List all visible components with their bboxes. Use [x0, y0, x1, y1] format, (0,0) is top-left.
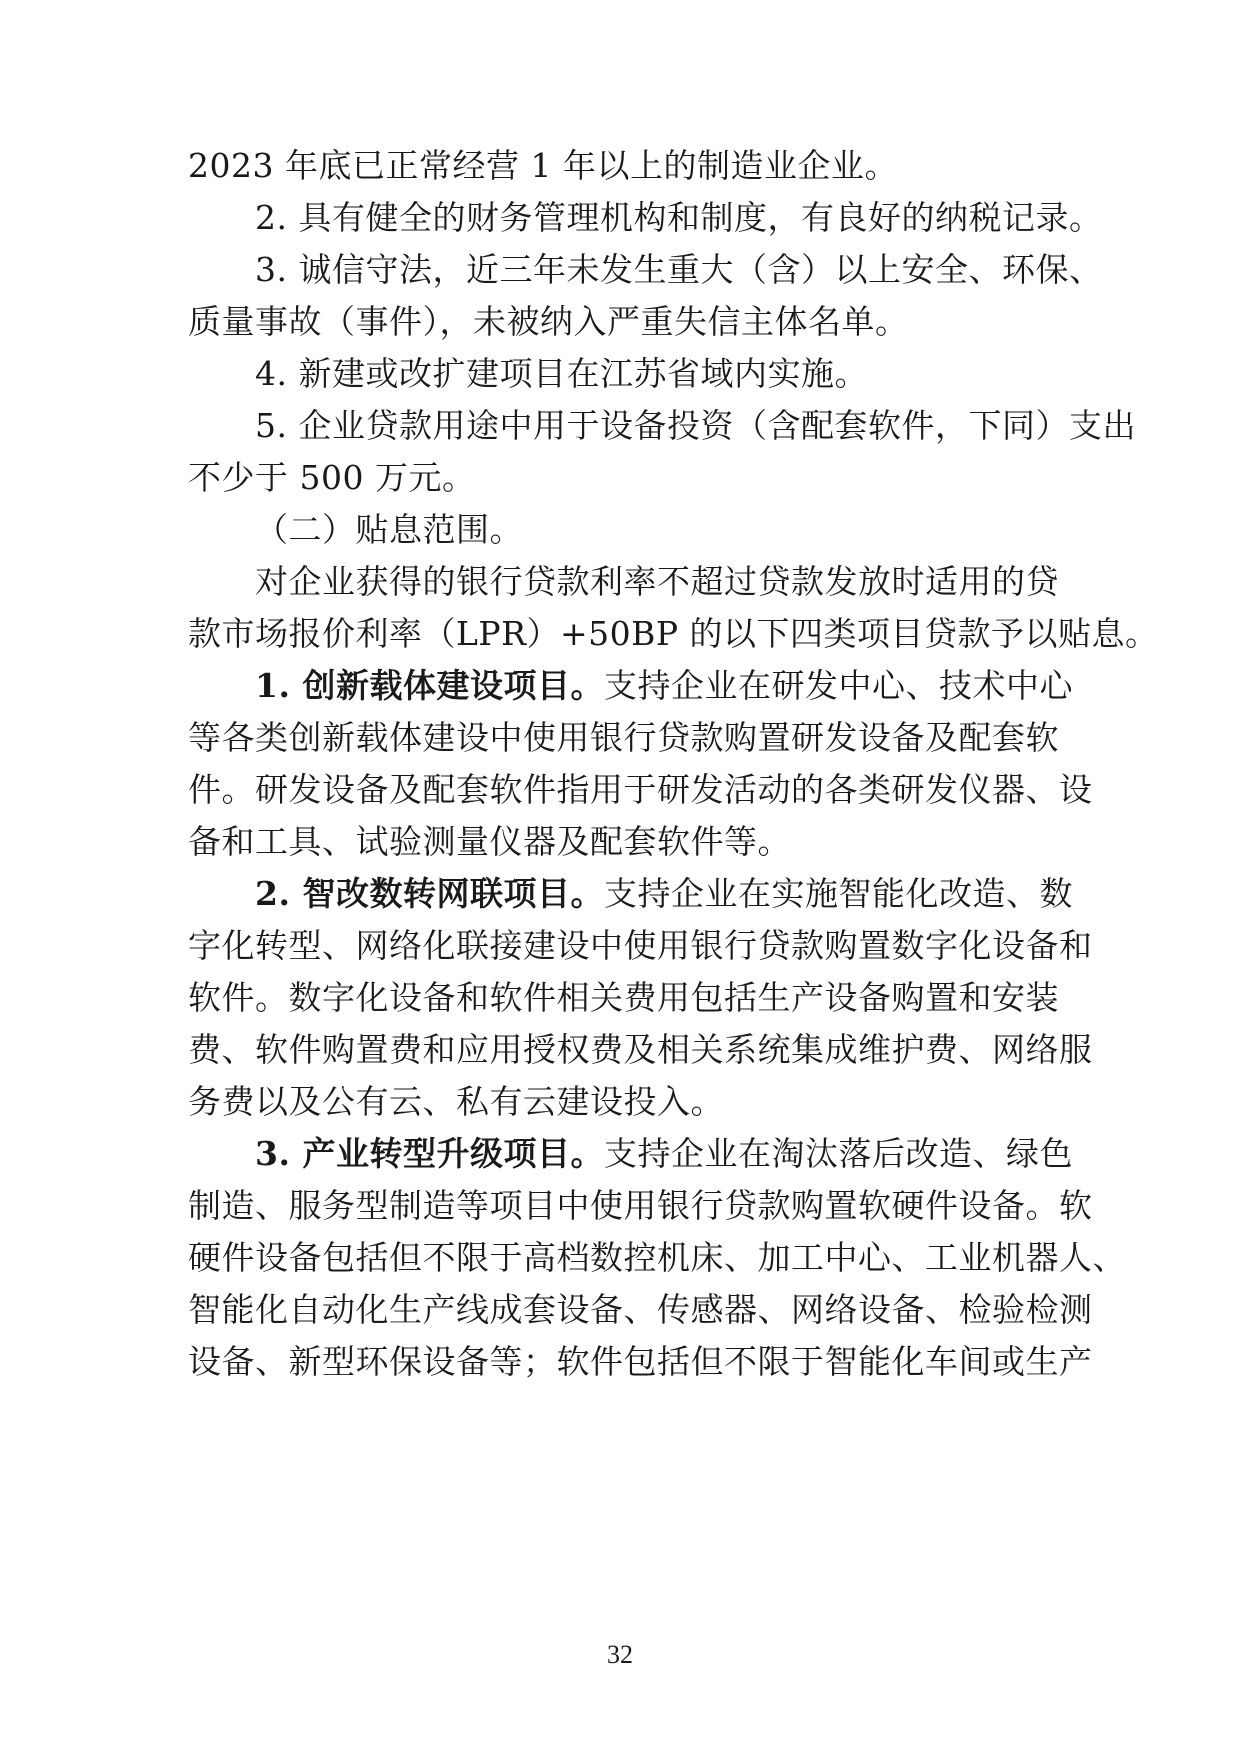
paragraph-line: 1. 创新载体建设项目。支持企业在研发中心、技术中心 — [255, 666, 1073, 705]
paragraph-line: 智能化自动化生产线成套设备、传感器、网络设备、检验检测 — [188, 1290, 1093, 1329]
paragraph-line: 2. 具有健全的财务管理机构和制度，有良好的纳税记录。 — [255, 198, 1103, 237]
paragraph-line: 3. 产业转型升级项目。支持企业在淘汰落后改造、绿色 — [255, 1134, 1073, 1173]
paragraph-line: 费、软件购置费和应用授权费及相关系统集成维护费、网络服 — [188, 1030, 1093, 1069]
paragraph-line: 软件。数字化设备和软件相关费用包括生产设备购置和安装 — [188, 978, 1059, 1017]
paragraph-line: 字化转型、网络化联接建设中使用银行贷款购置数字化设备和 — [188, 926, 1093, 965]
paragraph-line: 设备、新型环保设备等；软件包括但不限于智能化车间或生产 — [188, 1342, 1093, 1381]
paragraph-line: 件。研发设备及配套软件指用于研发活动的各类研发仪器、设 — [188, 770, 1093, 809]
paragraph-line: 对企业获得的银行贷款利率不超过贷款发放时适用的贷 — [255, 562, 1059, 601]
paragraph-line: 款市场报价利率（LPR）+50BP 的以下四类项目贷款予以贴息。 — [188, 614, 1159, 653]
item-heading: 2. 智改数转网联项目。 — [255, 874, 604, 913]
section-heading: （二）贴息范围。 — [255, 510, 523, 549]
paragraph-line: 2. 智改数转网联项目。支持企业在实施智能化改造、数 — [255, 874, 1073, 913]
paragraph-line: 务费以及公有云、私有云建设投入。 — [188, 1082, 724, 1121]
paragraph-line: 制造、服务型制造等项目中使用银行贷款购置软硬件设备。软 — [188, 1186, 1093, 1225]
paragraph-line: 等各类创新载体建设中使用银行贷款购置研发设备及配套软 — [188, 718, 1059, 757]
paragraph-line: 硬件设备包括但不限于高档数控机床、加工中心、工业机器人、 — [188, 1238, 1126, 1277]
paragraph-line: 5. 企业贷款用途中用于设备投资（含配套软件，下同）支出 — [255, 406, 1136, 445]
paragraph-line: 不少于 500 万元。 — [188, 458, 476, 497]
item-heading: 1. 创新载体建设项目。 — [255, 666, 604, 705]
paragraph-line: 质量事故（事件），未被纳入严重失信主体名单。 — [188, 302, 909, 341]
paragraph-line: 备和工具、试验测量仪器及配套软件等。 — [188, 822, 791, 861]
item-heading: 3. 产业转型升级项目。 — [255, 1134, 604, 1173]
paragraph-line: 3. 诚信守法，近三年未发生重大（含）以上安全、环保、 — [255, 250, 1103, 289]
paragraph-line: 2023 年底已正常经营 1 年以上的制造业企业。 — [188, 146, 898, 185]
paragraph-line: 4. 新建或改扩建项目在江苏省域内实施。 — [255, 354, 868, 393]
page-number: 32 — [607, 1640, 633, 1669]
